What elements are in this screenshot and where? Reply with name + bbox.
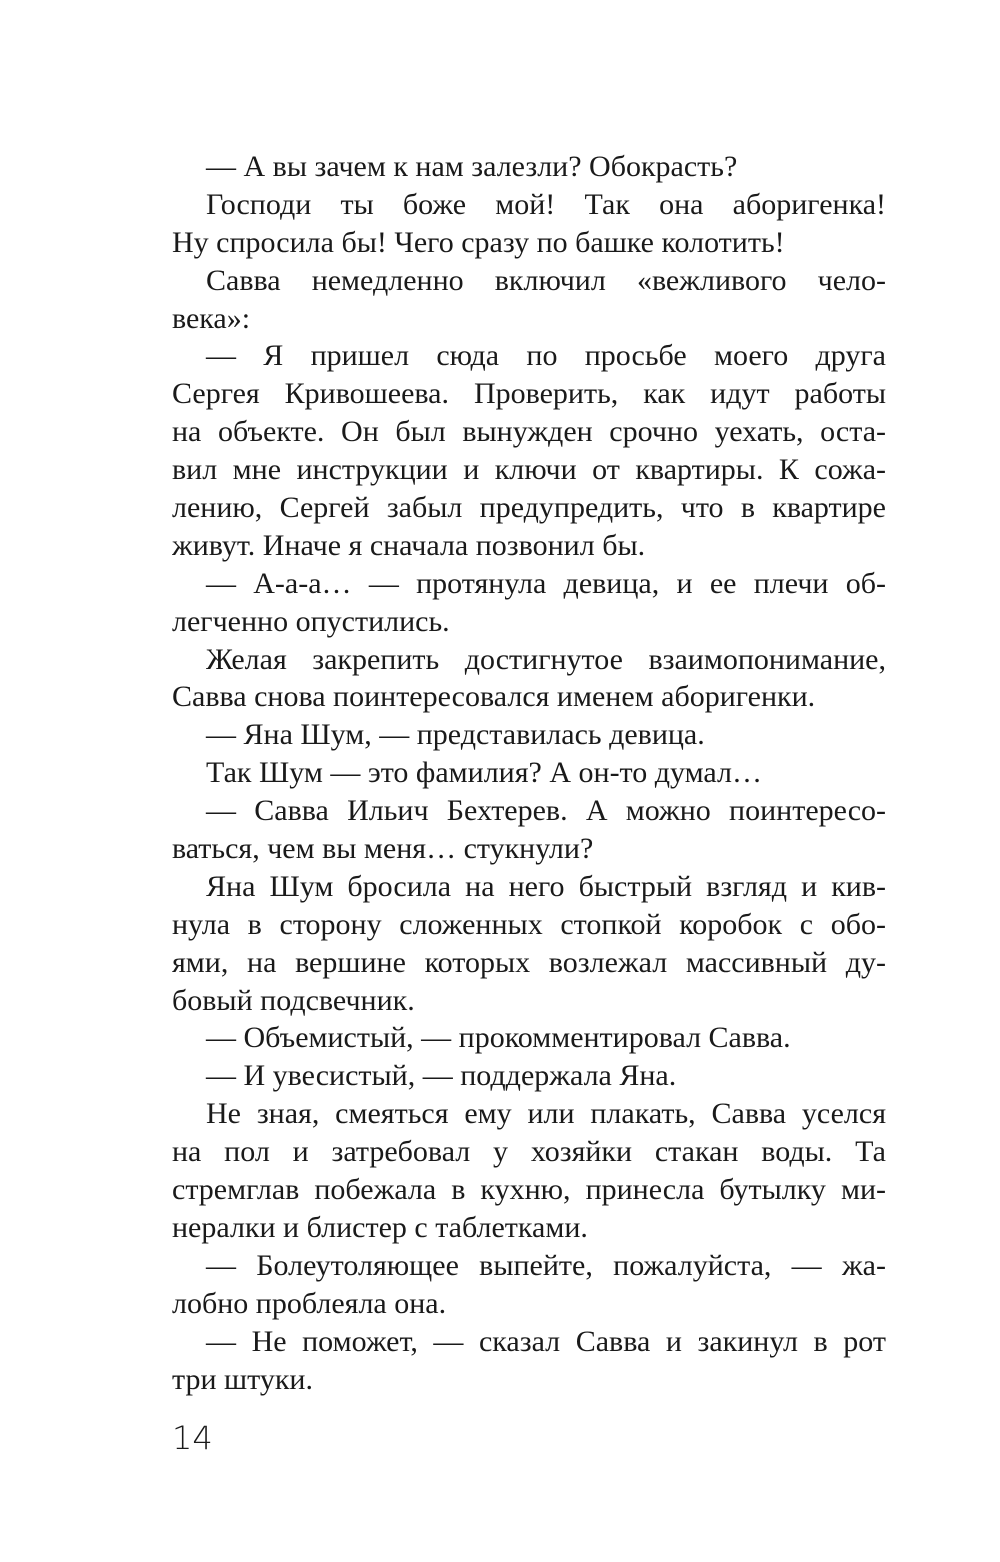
body-text: [172, 148, 886, 1398]
paragraph: [172, 1057, 886, 1095]
text-line: — Не поможет, — сказал Савва и закинул в рот: [206, 1324, 886, 1358]
text-line: Савва немедленно включил «вежливого чело-: [206, 263, 886, 297]
paragraph: [172, 186, 886, 262]
text-line: Яна Шум бросила на него быстрый взгляд и кив-: [206, 869, 886, 903]
page-number: 14: [172, 1419, 213, 1457]
text-line: вил мне инструкции и ключи от квартиры. К сожа-: [172, 453, 886, 487]
paragraph: [172, 337, 886, 564]
text-line: Так Шум — это фамилия? А он-то думал…: [206, 756, 762, 790]
text-line: лобно проблеяла она.: [172, 1286, 447, 1320]
text-line: живут. Иначе я сначала позвонил бы.: [172, 528, 646, 562]
text-line: Ну спросила бы! Чего сразу по башке колотить!: [172, 225, 785, 259]
paragraph: [172, 262, 886, 338]
paragraph: [172, 148, 886, 186]
paragraph: [172, 792, 886, 868]
text-line: Господи ты боже мой! Так она аборигенка!: [206, 187, 886, 221]
text-line: нула в сторону сложенных стопкой коробок с обо-: [172, 907, 886, 941]
paragraph: [172, 1247, 886, 1323]
text-line: — Савва Ильич Бехтерев. А можно поинтересо-: [206, 794, 886, 828]
text-line: ями, на вершине которых возлежал массивный ду-: [172, 945, 886, 979]
paragraph: [172, 716, 886, 754]
text-line: на объекте. Он был вынужден срочно уехать, оста-: [172, 415, 886, 449]
paragraph: [172, 565, 886, 641]
text-line: лению, Сергей забыл предупредить, что в квартире: [172, 491, 886, 525]
text-line: Не зная, смеяться ему или плакать, Савва уселся: [206, 1097, 886, 1131]
text-line: Сергея Кривошеева. Проверить, как идут работы: [172, 377, 886, 411]
text-line: стремглав побежала в кухню, принесла бутылку ми-: [172, 1173, 886, 1207]
paragraph: [172, 868, 886, 1020]
paragraph: [172, 1019, 886, 1057]
paragraph: [172, 1095, 886, 1247]
text-line: — Объемистый, — прокомментировал Савва.: [206, 1021, 791, 1055]
paragraph: [172, 754, 886, 792]
text-line: Желая закрепить достигнутое взаимопонимание,: [206, 642, 886, 676]
text-line: века»:: [172, 301, 251, 335]
text-line: — Яна Шум, — представилась девица.: [206, 718, 705, 752]
text-line: — А-а-а… — протянула девица, и ее плечи об-: [206, 566, 886, 600]
text-line: — И увесистый, — поддержала Яна.: [206, 1059, 677, 1093]
paragraph: [172, 1323, 886, 1399]
text-line: — Я пришел сюда по просьбе моего друга: [206, 339, 886, 373]
text-line: — Болеутоляющее выпейте, пожалуйста, — жа-: [206, 1248, 886, 1282]
text-line: Савва снова поинтересовался именем аборигенки.: [172, 680, 816, 714]
text-line: три штуки.: [172, 1362, 313, 1396]
text-line: легченно опустились.: [172, 604, 450, 638]
paragraph: [172, 641, 886, 717]
text-line: бовый подсвечник.: [172, 983, 415, 1017]
text-line: нералки и блистер с таблетками.: [172, 1210, 588, 1244]
text-line: ваться, чем вы меня… стукнули?: [172, 832, 594, 866]
text-line: — А вы зачем к нам залезли? Обокрасть?: [206, 150, 738, 183]
text-line: на пол и затребовал у хозяйки стакан воды. Та: [172, 1135, 886, 1169]
